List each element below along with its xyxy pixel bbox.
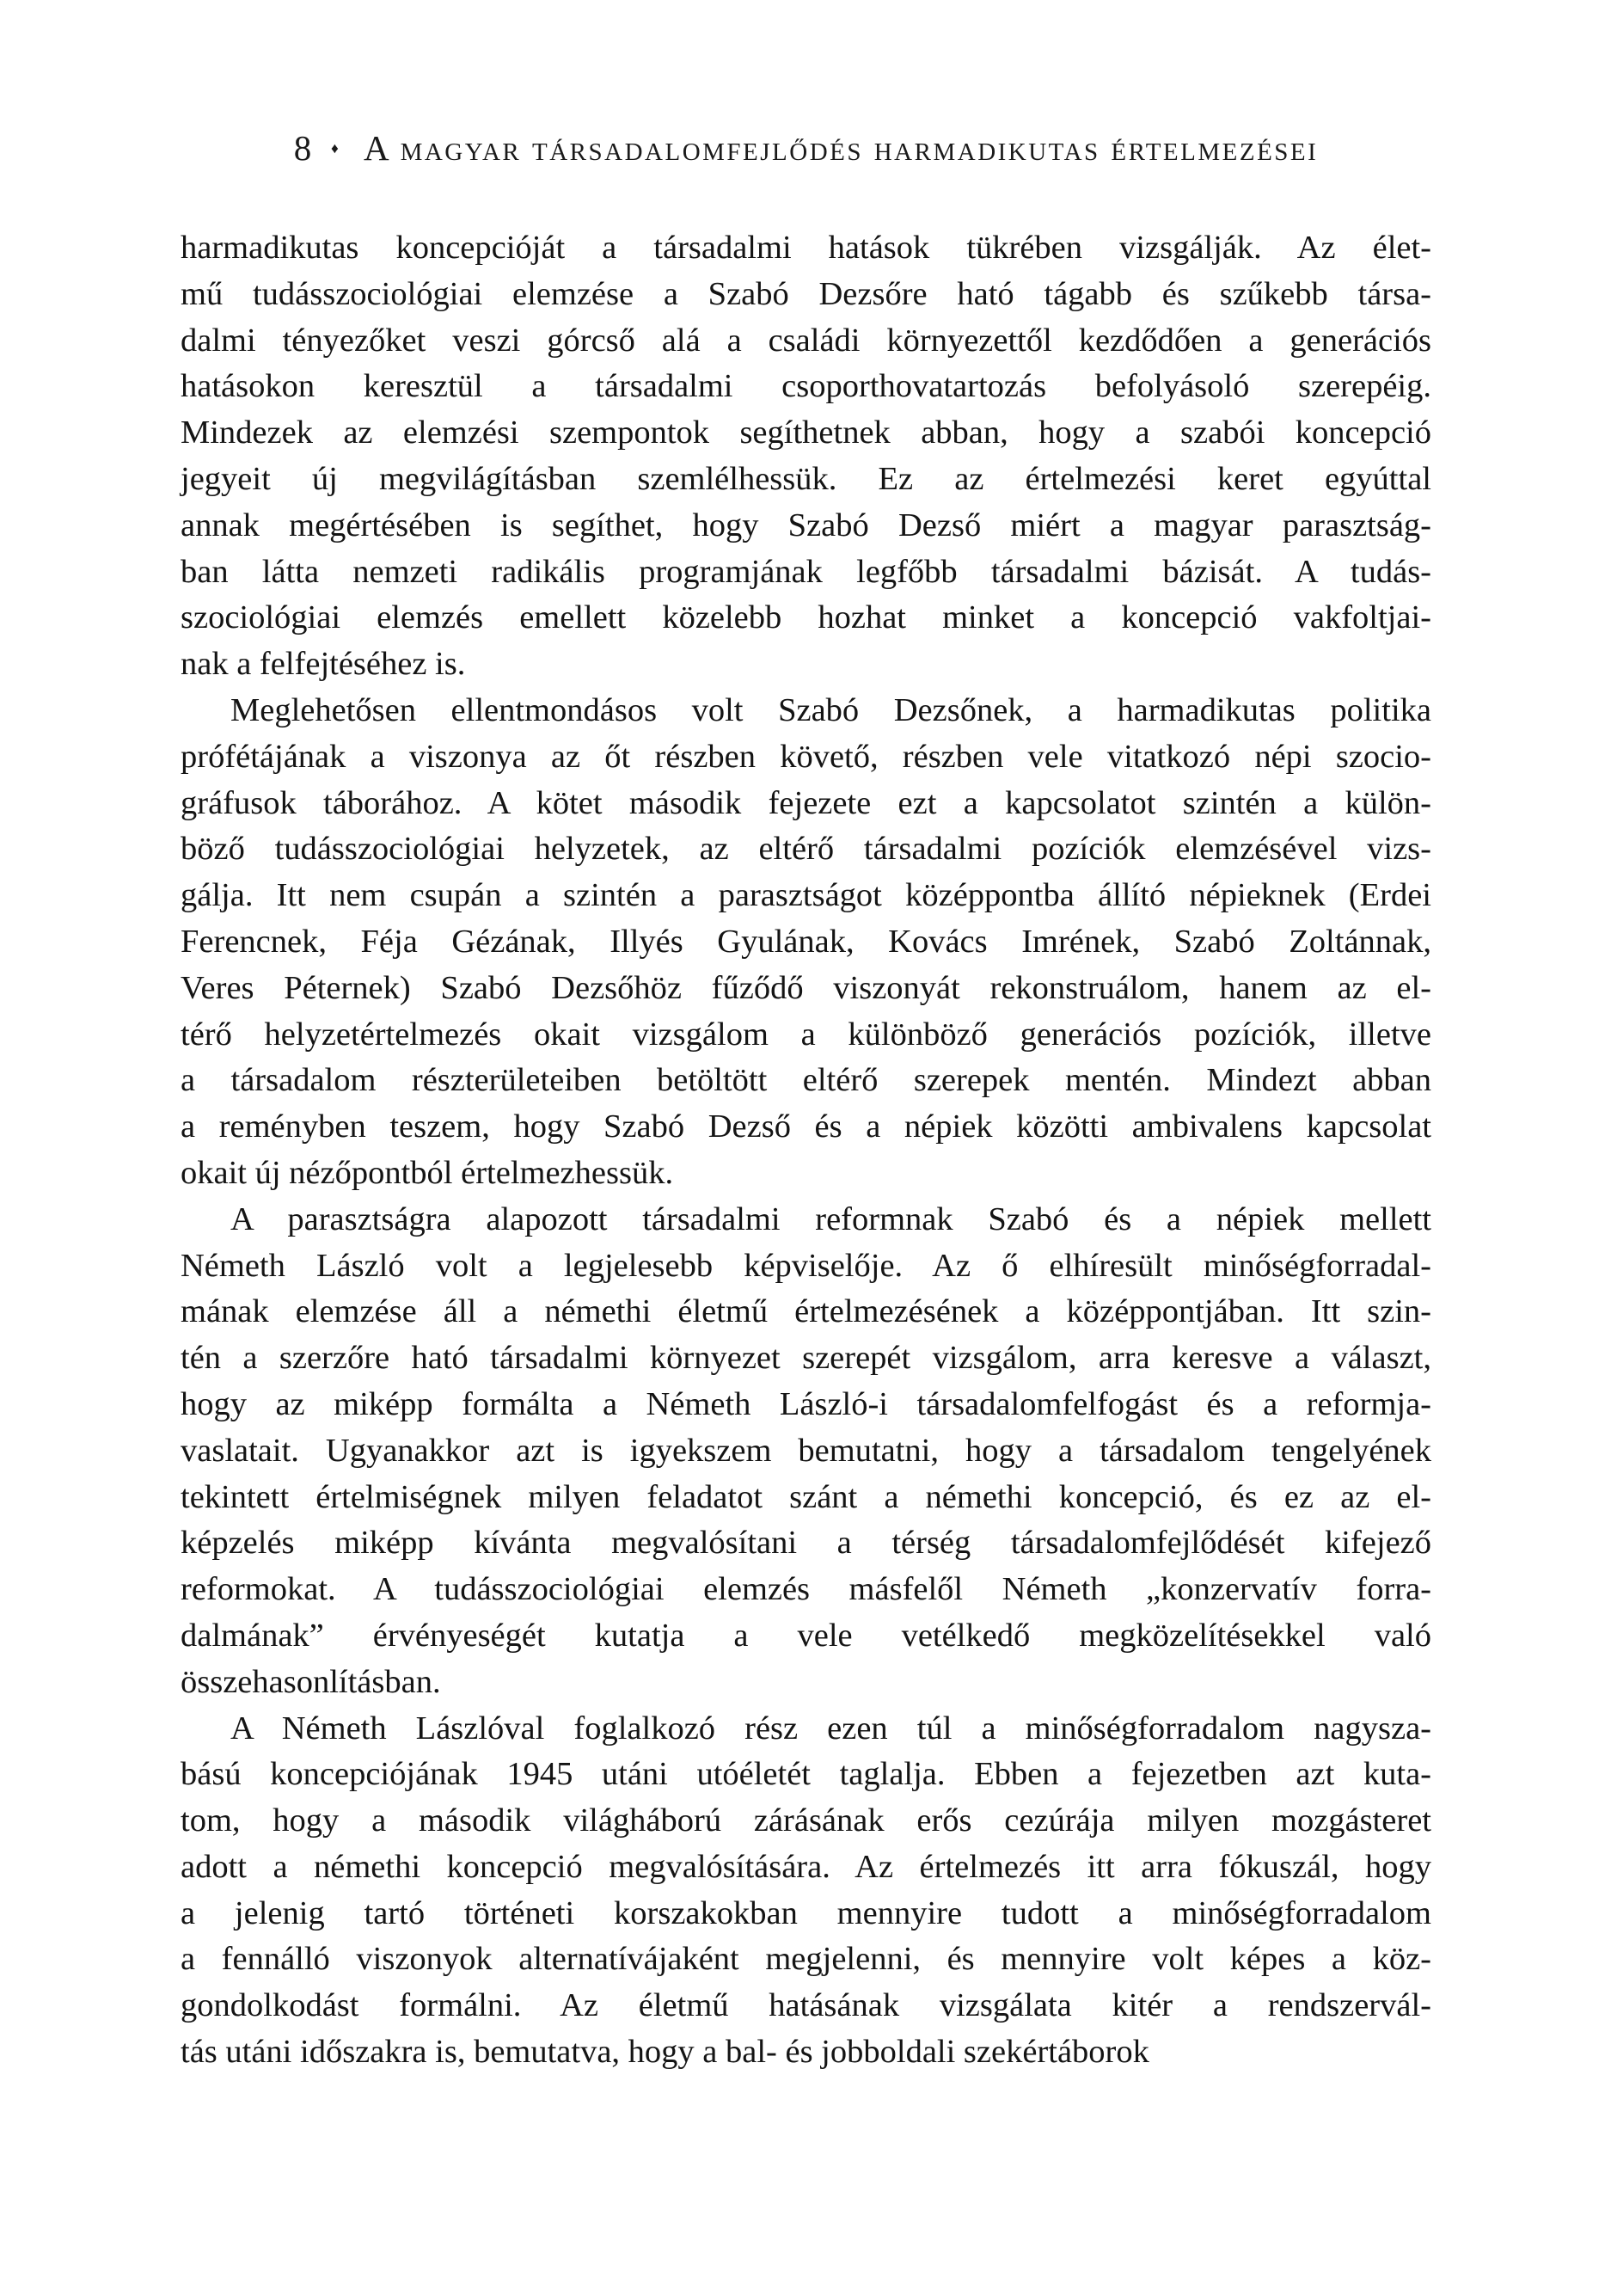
text-line: vaslatait. Ugyanakkor azt is igyekszem bemutatni, hogy a társadalom tengelyének <box>181 1432 1431 1469</box>
text-line: A parasztságra alapozott társadalmi reformnak Szabó és a népiek mellett <box>230 1200 1431 1237</box>
text-line: gondolkodást formálni. Az életmű hatásának vizsgálata kitér a rendszervál- <box>181 1987 1431 2024</box>
text-line: tekintett értelmiségnek milyen feladatot szánt a némethi koncepció, és ez az el- <box>181 1478 1431 1515</box>
text-line: prófétájának a viszonya az őt részben követő, részben vele vitatkozó népi szocio- <box>181 738 1431 775</box>
text-line: képzelés miképp kívánta megvalósítani a térség társadalomfejlődését kifejező <box>181 1525 1431 1562</box>
text-line: tás utáni időszakra is, bemutatva, hogy a bal- és jobboldali szekértáborok <box>181 2034 1149 2071</box>
text-line: A Németh Lászlóval foglalkozó rész ezen túl a minőségforradalom nagysza- <box>230 1710 1431 1747</box>
text-line: dalmi tényezőket veszi górcső alá a családi környezettől kezdődően a generációs <box>181 322 1431 359</box>
text-line: tén a szerzőre ható társadalmi környezet szerepét vizsgálom, arra keresve a választ, <box>181 1340 1431 1377</box>
text-line: hogy az miképp formálta a Németh László-i társadalomfelfogást és a reformja- <box>181 1385 1431 1422</box>
text-line: térő helyzetértelmezés okait vizsgálom a különböző generációs pozíciók, illetve <box>181 1016 1431 1053</box>
text-line: a társadalom részterületeiben betöltött eltérő szerepek mentén. Mindezt abban <box>181 1062 1431 1099</box>
text-line: Meglehetősen ellentmondásos volt Szabó Dezsőnek, a harmadikutas politika <box>230 691 1431 728</box>
text-line: Veres Péternek) Szabó Dezsőhöz fűződő viszonyát rekonstruálom, hanem az el- <box>181 969 1431 1006</box>
running-header-title: A magyar társadalomfejlődés harmadikutas értelmezései <box>363 128 1319 168</box>
text-line: mának elemzése áll a némethi életmű értelmezésének a középpontjában. Itt szin- <box>181 1293 1431 1330</box>
text-line: összehasonlításban. <box>181 1663 441 1700</box>
text-line: mű tudásszociológiai elemzése a Szabó Dezsőre ható tágabb és szűkebb társa- <box>181 275 1431 312</box>
body-text <box>181 225 1431 2076</box>
diamond-separator-icon: ♦ <box>330 140 341 157</box>
text-line: a fennálló viszonyok alternatívájaként megjelenni, és mennyire volt képes a köz- <box>181 1941 1431 1978</box>
text-line: okait új nézőpontból értelmezhessük. <box>181 1154 674 1191</box>
text-line: gálja. Itt nem csupán a szintén a parasztságot középpontba állító népieknek (Erdei <box>181 877 1431 914</box>
text-line: nak a felfejtéséhez is. <box>181 646 466 683</box>
text-line: tom, hogy a második világháború zárásának erős cezúrája milyen mozgásteret <box>181 1802 1431 1839</box>
text-line: jegyeit új megvilágításban szemlélhessük. Ez az értelmezési keret egyúttal <box>181 460 1431 497</box>
text-line: harmadikutas koncepcióját a társadalmi hatások tükrében vizsgálják. Az élet- <box>181 230 1431 266</box>
text-line: dalmának” érvényeségét kutatja a vele vetélkedő megközelítésekkel való <box>181 1617 1431 1654</box>
text-line: a jelenig tartó történeti korszakokban mennyire tudott a minőségforradalom <box>181 1894 1431 1931</box>
running-header <box>181 127 1431 169</box>
text-line: reformokat. A tudásszociológiai elemzés másfelől Németh „konzervatív forra- <box>181 1571 1431 1608</box>
text-line: böző tudásszociológiai helyzetek, az eltérő társadalmi pozíciók elemzésével vizs- <box>181 831 1431 868</box>
text-line: adott a némethi koncepció megvalósítására. Az értelmezés itt arra fókuszál, hogy <box>181 1848 1431 1885</box>
text-line: a reményben teszem, hogy Szabó Dezső és a népiek közötti ambivalens kapcsolat <box>181 1108 1431 1145</box>
text-line: ban látta nemzeti radikális programjának legfőbb társadalmi bázisát. A tudás- <box>181 553 1431 590</box>
text-line: bású koncepciójának 1945 utáni utóéletét taglalja. Ebben a fejezetben azt kuta- <box>181 1756 1431 1793</box>
text-line: Mindezek az elemzési szempontok segíthetnek abban, hogy a szabói koncepció <box>181 414 1431 451</box>
text-line: annak megértésében is segíthet, hogy Szabó Dezső miért a magyar parasztság- <box>181 506 1431 543</box>
text-line: gráfusok táborához. A kötet második fejezete ezt a kapcsolatot szintén a külön- <box>181 784 1431 821</box>
text-line: Németh László volt a legjelesebb képviselője. Az ő elhíresült minőségforradal- <box>181 1247 1431 1284</box>
text-line: Ferencnek, Féja Gézának, Illyés Gyulának, Kovács Imrének, Szabó Zoltánnak, <box>181 923 1431 960</box>
page-number: 8 <box>293 128 312 168</box>
text-line: szociológiai elemzés emellett közelebb hozhat minket a koncepció vakfoltjai- <box>181 599 1431 636</box>
text-line: hatásokon keresztül a társadalmi csoporthovatartozás befolyásoló szerepéig. <box>181 368 1431 405</box>
